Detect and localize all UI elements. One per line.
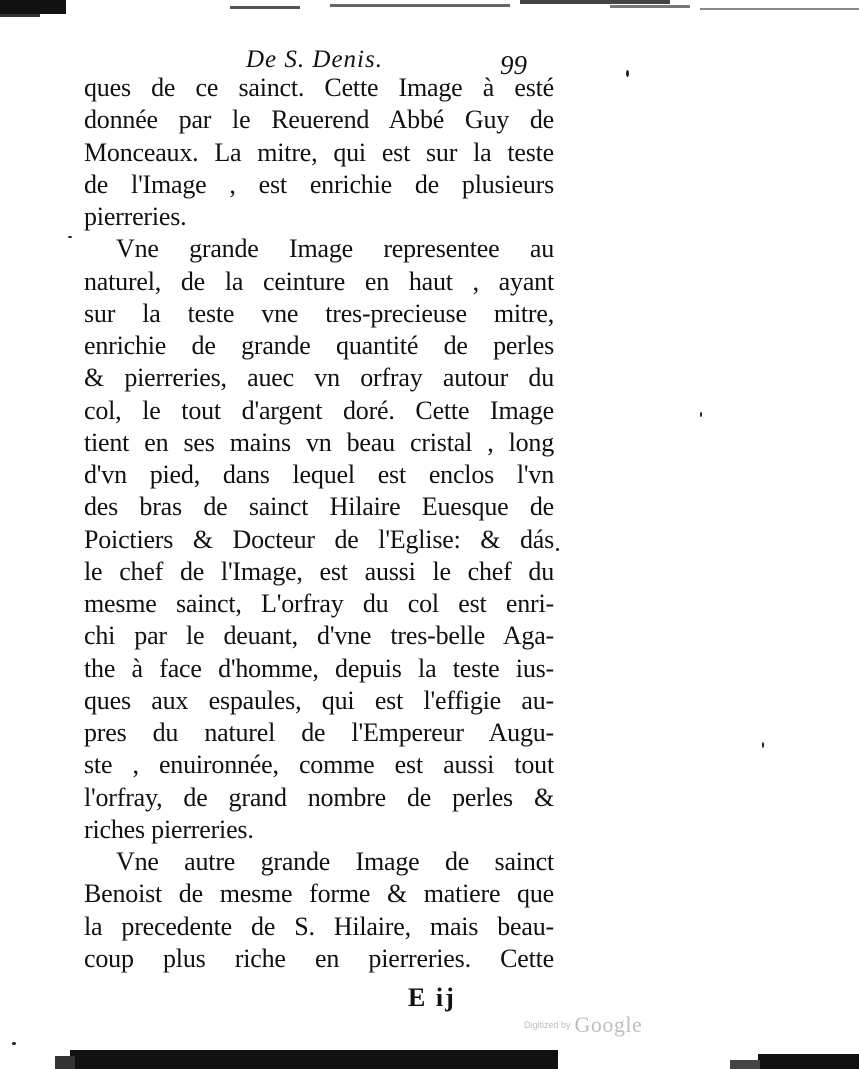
text-line: le chef de l'Image, est aussi le chef du: [84, 556, 554, 586]
text-line: tient en ses mains vn beau cristal , long: [84, 427, 554, 457]
text-line: col, le tout d'argent doré. Cette Image: [84, 395, 554, 425]
text-line: enrichie de grande quantité de perles: [84, 331, 554, 360]
text-line: Vne autre grande Image de sainct: [116, 847, 554, 876]
ink-speck: [68, 236, 72, 238]
text-line: ste , enuironnée, comme est aussi tout: [84, 750, 554, 780]
ink-speck: [556, 548, 559, 551]
scan-edge-bottom: [0, 1040, 859, 1069]
body-text: [84, 72, 554, 975]
text-line: chi par le deuant, d'vne tres-belle Aga-: [84, 621, 554, 651]
text-line: & pierreries, auec vn orfray autour du: [84, 363, 554, 393]
text-line: riches pierreries.: [84, 814, 254, 844]
text-line: ques aux espaules, qui est l'effigie au-: [84, 685, 554, 715]
watermark-prefix: Digitized by: [524, 1020, 571, 1030]
ink-speck: [626, 70, 629, 77]
text-line: de l'Image , est enrichie de plusieurs: [84, 169, 554, 199]
text-line: des bras de sainct Hilaire Euesque de: [84, 492, 554, 522]
text-line: sur la teste vne tres-precieuse mitre,: [84, 298, 554, 328]
text-line: naturel, de la ceinture en haut , ayant: [84, 266, 554, 296]
text-line: donnée par le Reuerend Abbé Guy de: [84, 105, 554, 135]
text-line: Poictiers & Docteur de l'Eglise: & dás: [84, 524, 554, 554]
scan-edge-top: [0, 0, 859, 22]
text-line: Vne grande Image representee au: [116, 234, 554, 264]
ink-speck: [762, 742, 764, 748]
watermark-brand: Google: [574, 1012, 643, 1037]
running-title: De S. Denis.: [246, 46, 383, 73]
text-line: d'vn pied, dans lequel est enclos l'vn: [84, 460, 554, 489]
text-line: pierreries.: [84, 202, 187, 231]
page-number: 99: [500, 50, 527, 80]
text-line: Monceaux. La mitre, qui est sur la teste: [84, 137, 554, 167]
text-line: coup plus riche en pierreries. Cette: [84, 943, 554, 973]
text-line: l'orfray, de grand nombre de perles &: [84, 782, 554, 812]
text-line: la precedente de S. Hilaire, mais beau-: [84, 911, 554, 941]
text-line: Benoist de mesme forme & matiere que: [84, 879, 554, 909]
signature-mark: E ij: [408, 983, 456, 1012]
text-line: pres du naturel de l'Empereur Augu-: [84, 718, 554, 747]
text-line: ques de ce sainct. Cette Image à esté: [84, 73, 554, 102]
ink-speck: [700, 412, 702, 417]
digitization-watermark: [524, 1012, 642, 1040]
text-line: mesme sainct, L'orfray du col est enri-: [84, 589, 554, 618]
text-line: the à face d'homme, depuis la teste ius-: [84, 653, 554, 683]
